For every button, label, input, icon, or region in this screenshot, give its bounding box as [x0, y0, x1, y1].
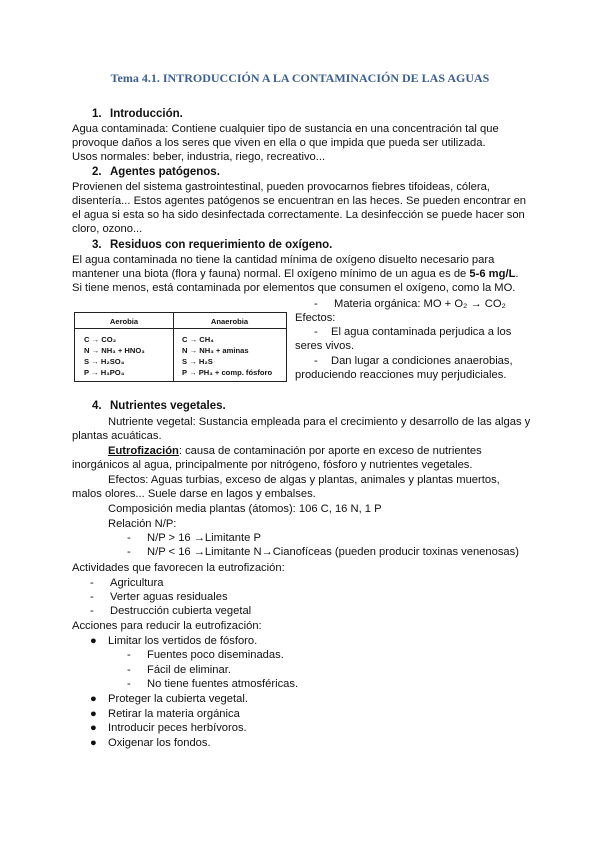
mo-reaction: Materia orgánica: MO + O₂ → CO₂ [334, 298, 506, 310]
effect-1-line-2: seres vivos. [295, 340, 355, 352]
effect-1-dash: - [314, 326, 318, 338]
action-subitem [127, 663, 231, 677]
table-header-rule [173, 328, 286, 329]
relation-item-1-text: N/P > 16 →Limitante P [147, 532, 261, 544]
anaerobia-row-s: S → H₂S [182, 357, 213, 366]
anaerobia-row-c: C → CH₄ [182, 335, 214, 344]
dash-icon: - [127, 532, 131, 544]
eutrofizacion-def: : causa de contaminación por aporte en exceso de nutrientes [178, 445, 482, 457]
s3-line-2-text: mantener una biota (flora y fauna) normal. El oxígeno mínimo de un agua es de [72, 268, 470, 280]
s1-line-1: Agua contaminada: Contiene cualquier tipo de sustancia en una concentración tal que [72, 123, 499, 135]
dash-icon: - [90, 577, 94, 589]
oxygen-minimum-value: 5-6 mg/L [469, 268, 516, 280]
eutrofizacion-term: Eutrofización [108, 445, 179, 457]
nutrient-def-line-2: plantas acuáticas. [72, 430, 162, 442]
section-4-number: 4. [92, 400, 102, 412]
aerobia-row-n: N → NH₃ + HNO₃ [84, 346, 145, 355]
effect-2-line-1: Dan lugar a condiciones anaerobias, [331, 355, 513, 367]
section-2-title: Agentes patógenos. [110, 166, 220, 178]
aerobia-row-s: S → H₂SO₄ [84, 357, 125, 366]
bullet-icon: ● [90, 737, 97, 749]
relation-item-2-text: N/P < 16 →Limitante N→Cianofíceas (pueden producir toxinas venenosas) [147, 546, 519, 558]
dash-icon: - [90, 591, 94, 603]
effect-2-line-2: produciendo reacciones muy perjudiciales. [295, 369, 507, 381]
effects-label: Efectos: [295, 312, 336, 324]
action-subitem-text: No tiene fuentes atmosféricas. [147, 678, 299, 690]
section-4-heading [92, 399, 226, 413]
section-1-heading [92, 107, 183, 121]
activity-item-text: Destrucción cubierta vegetal [110, 605, 252, 617]
effects-line-1: Efectos: Aguas turbias, exceso de algas y plantas, animales y plantas muertos, [108, 474, 500, 486]
section-3-title: Residuos con requerimiento de oxígeno. [110, 239, 333, 251]
s1-line-3: Usos normales: beber, industria, riego, recreativo... [72, 151, 326, 163]
s2-line-4: cloro, ozono... [72, 223, 143, 235]
bullet-icon: ● [90, 722, 97, 734]
dash-icon: - [127, 664, 131, 676]
s2-line-3: el agua si esta so ha sido desinfectada correctamente. La desinfección se puede hacer son [72, 209, 525, 221]
effect-1-line-1: El agua contaminada perjudica a los [331, 326, 512, 338]
dash-icon: - [127, 678, 131, 690]
anaerobia-column [173, 313, 286, 381]
anaerobia-header: Anaerobia [210, 317, 249, 326]
table-header-rule [75, 328, 173, 329]
relation-item-1 [127, 531, 261, 545]
bullet-icon: ● [90, 635, 97, 647]
aerobia-row-c: C → CO₂ [84, 335, 117, 344]
document-title: Tema 4.1. INTRODUCCIÓN A LA CONTAMINACIÓN DE LAS AGUAS [110, 71, 490, 85]
composition-line: Composición media plantas (átomos): 106 C, 16 N, 1 P [108, 503, 382, 515]
action-item [90, 692, 248, 706]
s3-line-1: El agua contaminada no tiene la cantidad mínima de oxígeno disuelto necesario para [72, 254, 495, 266]
dash-icon: - [90, 605, 94, 617]
activity-item-text: Agricultura [110, 577, 164, 589]
actions-title: Acciones para reducir la eutrofización: [72, 620, 262, 632]
effect-2-dash: - [314, 355, 318, 367]
nutrient-def-line-1: Nutriente vegetal: Sustancia empleada para el crecimiento y desarrollo de las algas y [108, 416, 531, 428]
activity-item [90, 590, 228, 604]
relation-item-2 [127, 545, 519, 559]
s3-line-2-end: . [515, 268, 519, 280]
anaerobia-row-n: N → NH₃ + aminas [182, 346, 249, 355]
section-3-number: 3. [92, 239, 102, 251]
action-subitem-text: Fuentes poco diseminadas. [147, 649, 284, 661]
activity-item-text: Verter aguas residuales [110, 591, 228, 603]
section-2-heading [92, 165, 220, 179]
action-item-text: Retirar la materia orgánica [108, 708, 240, 720]
activity-item [90, 576, 163, 590]
action-item-text: Limitar los vertidos de fósforo. [108, 635, 258, 647]
section-3-heading [92, 238, 332, 252]
s2-line-2: disentería... Estos agentes patógenos se encuentran en las heces. Se pueden encontrar en [72, 195, 527, 207]
aerobia-row-p: P → H₃PO₄ [84, 368, 125, 377]
relation-label: Relación N/P: [108, 518, 177, 530]
action-subitem [127, 677, 298, 691]
s3-line-2 [72, 267, 519, 281]
action-item-text: Oxigenar los fondos. [108, 737, 211, 749]
section-4-title: Nutrientes vegetales. [110, 400, 226, 412]
action-item [90, 707, 240, 721]
dash-icon: - [127, 546, 131, 558]
action-item [90, 634, 257, 648]
s2-line-1: Provienen del sistema gastrointestinal, pueden provocarnos fiebres tifoideas, cólera, [72, 181, 490, 193]
activity-item [90, 604, 251, 618]
bullet-icon: ● [90, 693, 97, 705]
activities-title: Actividades que favorecen la eutrofización: [72, 562, 285, 574]
action-item [90, 736, 211, 750]
eutrofizacion-line-2: inorgánicos al agua, principalmente por nitrógeno, fósforo y nutrientes vegetales. [72, 459, 473, 471]
section-1-number: 1. [92, 108, 102, 120]
section-1-title: Introducción. [110, 108, 183, 120]
s1-line-2: provoque daños a los seres que viven en ella o que impida que pueda ser utilizada. [72, 137, 486, 149]
bullet-icon: ● [90, 708, 97, 720]
effects-line-2: malos olores... Suele darse en lagos y embalses. [72, 488, 316, 500]
section-2-number: 2. [92, 166, 102, 178]
dash-icon: - [127, 649, 131, 661]
s3-line-3: Si tiene menos, está contaminada por elementos que consumen el oxígeno, como la MO. [72, 282, 516, 294]
action-item-text: Proteger la cubierta vegetal. [108, 693, 248, 705]
aerobia-header: Aerobia [109, 317, 139, 326]
action-subitem-text: Fácil de eliminar. [147, 664, 231, 676]
anaerobia-row-p: P → PH₃ + comp. fósforo [182, 368, 273, 377]
action-item-text: Introducir peces herbívoros. [108, 722, 247, 734]
mo-dash: - [314, 298, 318, 310]
action-item [90, 721, 247, 735]
action-subitem [127, 648, 284, 662]
oxidation-table [74, 312, 287, 382]
aerobia-column [75, 313, 174, 381]
eutrofizacion-line-1 [108, 444, 482, 458]
